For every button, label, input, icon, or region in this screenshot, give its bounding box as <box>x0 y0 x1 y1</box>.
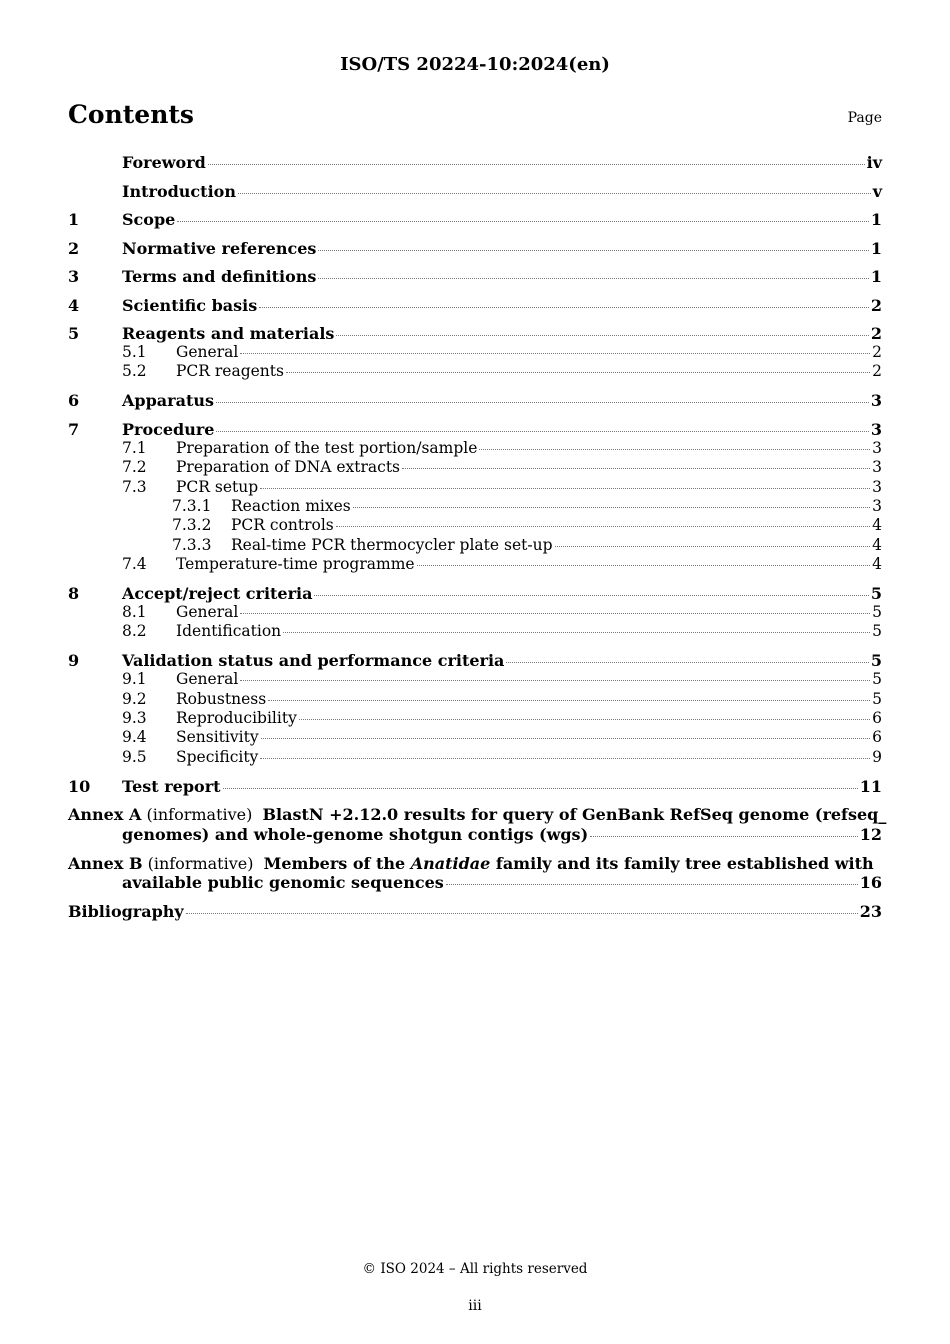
toc-entry-number: 7.4 <box>122 555 147 574</box>
toc-entry-page: v <box>872 181 882 201</box>
annex-b-title-pre: Members of the <box>263 853 411 873</box>
toc-entry-number: 8.1 <box>122 603 147 622</box>
toc-entry-page: 6 <box>872 728 882 747</box>
bibliography-page: 23 <box>859 902 882 922</box>
toc-entry-page: 1 <box>870 267 882 286</box>
toc-annex-b[interactable] <box>68 854 882 893</box>
annex-b-label: Annex B <box>68 853 143 873</box>
leader-dots <box>286 372 870 373</box>
toc-entry[interactable] <box>68 497 882 516</box>
page-number: iii <box>468 1298 482 1314</box>
leader-dots <box>283 632 870 633</box>
toc-annex-a[interactable] <box>68 805 887 844</box>
toc-entry-title: Accept/reject criteria <box>122 584 313 604</box>
toc-entry-title: Test report <box>122 776 221 796</box>
toc-entry-number: 2 <box>68 238 80 258</box>
toc-entry[interactable] <box>68 239 882 258</box>
annex-a-label: Annex A <box>68 805 142 825</box>
leader-dots <box>260 488 870 489</box>
toc-entry[interactable] <box>68 584 882 603</box>
leader-dots <box>240 353 870 354</box>
toc-entry-number: 8 <box>68 584 80 604</box>
annex-b-title-post: family and its family tree established with <box>490 853 874 873</box>
leader-dots <box>336 526 870 527</box>
toc-entry-page: 3 <box>870 391 882 411</box>
leader-dots <box>260 758 870 759</box>
toc-entries <box>68 153 882 796</box>
toc-entry[interactable] <box>68 478 882 497</box>
leader-dots <box>299 719 870 720</box>
toc-entry-page: 3 <box>872 477 882 496</box>
toc-entry-page: 5 <box>872 689 882 708</box>
toc-entry-number: 6 <box>68 391 80 411</box>
toc-entry-page: 6 <box>872 709 882 728</box>
toc-entry[interactable] <box>68 391 882 410</box>
toc-entry-title: Preparation of the test portion/sample <box>176 438 478 457</box>
toc-entry-number: 9.2 <box>122 689 147 708</box>
toc-entry-page: iv <box>866 153 882 172</box>
toc-entry-number: 4 <box>68 295 80 315</box>
toc-entry[interactable] <box>68 324 882 343</box>
toc-entry-title: Specificity <box>176 747 259 766</box>
leader-dots <box>240 613 870 614</box>
annex-b-title-italic: Anatidae <box>410 853 491 873</box>
annex-b-type: (informative) <box>147 853 254 873</box>
toc-entry-title: General <box>176 343 239 361</box>
toc-entry-title: Temperature-time programme <box>176 555 415 574</box>
toc-entry-title: Normative references <box>122 238 317 258</box>
toc-entry-number: 7.3 <box>122 477 147 496</box>
toc-entry-title: Validation status and performance criteria <box>122 651 505 671</box>
toc-entry[interactable] <box>68 439 882 458</box>
toc-entry-title: Reagents and materials <box>122 324 335 343</box>
toc-entry-page: 3 <box>872 458 882 477</box>
toc-entry-number: 7.3.2 <box>172 516 212 535</box>
annex-b-page: 16 <box>859 873 882 893</box>
leader-dots <box>417 565 871 566</box>
toc-entry[interactable] <box>68 153 882 172</box>
leader-dots <box>590 836 858 837</box>
toc-entry-number: 9 <box>68 651 80 671</box>
toc-entry-title: PCR controls <box>231 516 334 535</box>
leader-dots <box>555 546 871 547</box>
leader-dots <box>186 913 858 914</box>
toc-entry-page: 4 <box>872 516 882 535</box>
annex-a-type: (informative) <box>146 805 253 825</box>
leader-dots <box>318 278 868 279</box>
toc-entry-title: Procedure <box>122 419 215 439</box>
toc-entry-bibliography[interactable] <box>68 902 882 921</box>
toc-entry-title: Foreword <box>122 153 206 172</box>
toc-entry-title: Identification <box>176 622 282 641</box>
toc-entry-title: Reproducibility <box>176 709 297 728</box>
toc-entry-number: 3 <box>68 267 80 286</box>
toc-entry-page: 9 <box>872 747 882 766</box>
toc-entry-title: Real-time PCR thermocycler plate set-up <box>231 535 553 554</box>
leader-dots <box>259 307 869 308</box>
toc-entry-number: 1 <box>68 210 80 229</box>
toc-entry-page: 5 <box>872 622 882 641</box>
leader-dots <box>479 449 870 450</box>
toc-entry-page: 5 <box>870 651 882 671</box>
toc-entry-number: 7 <box>68 419 80 439</box>
leader-dots <box>216 431 868 432</box>
toc-entry[interactable] <box>68 210 882 229</box>
toc-entry-number: 5.1 <box>122 343 147 361</box>
toc-entry[interactable] <box>68 536 882 555</box>
leader-dots <box>506 662 868 663</box>
toc-entry[interactable] <box>68 651 882 670</box>
leader-dots <box>223 788 858 789</box>
toc-entry-title: General <box>176 603 239 622</box>
toc-entry-title: Introduction <box>122 181 236 201</box>
toc-entry[interactable] <box>68 182 882 201</box>
leader-dots <box>240 680 870 681</box>
toc-entry-title: General <box>176 670 239 689</box>
leader-dots <box>336 335 868 336</box>
toc-entry-title: Preparation of DNA extracts <box>176 458 401 477</box>
annex-a-title-line1: BlastN +2.12.0 results for query of GenBank RefSeq genome (refseq_ <box>262 805 887 825</box>
leader-dots <box>268 700 870 701</box>
toc-entry-number: 7.3.1 <box>172 496 212 515</box>
toc-entry[interactable] <box>68 458 882 477</box>
leader-dots <box>216 402 869 403</box>
toc-entry-number: 9.5 <box>122 747 147 766</box>
toc-entry[interactable] <box>68 420 882 439</box>
toc-entry-number: 10 <box>68 776 91 796</box>
toc-entry-page: 2 <box>872 362 882 381</box>
toc-entry-page: 3 <box>870 419 882 439</box>
toc-entry-page: 3 <box>872 496 882 515</box>
annex-b-title-line2: available public genomic sequences <box>122 873 444 893</box>
annex-a-page: 12 <box>859 824 882 844</box>
toc-entry-page: 4 <box>872 535 882 554</box>
toc-entry-page: 2 <box>870 324 882 343</box>
leader-dots <box>402 468 870 469</box>
toc-entry-number: 9.4 <box>122 728 147 747</box>
toc-entry-number: 7.1 <box>122 438 147 457</box>
toc-entry-page: 5 <box>872 603 882 622</box>
leader-dots <box>314 595 868 596</box>
toc-entry[interactable] <box>68 267 882 286</box>
copyright-footer: © ISO 2024 – All rights reserved <box>362 1261 588 1277</box>
document-header: ISO/TS 20224-10:2024(en) <box>340 54 610 75</box>
toc-entry-page: 2 <box>872 343 882 361</box>
leader-dots <box>446 884 858 885</box>
toc-entry-title: Apparatus <box>122 391 214 411</box>
toc-entry-title: Scientific basis <box>122 295 258 315</box>
toc-entry-title: Scope <box>122 210 176 229</box>
toc-entry-title: PCR setup <box>176 477 259 496</box>
toc-entry[interactable] <box>68 555 882 574</box>
toc-entry-page: 1 <box>870 238 882 258</box>
annex-a-title-line2: genomes) and whole-genome shotgun contigs (wgs) <box>122 824 589 844</box>
toc-entry-number: 5.2 <box>122 362 147 381</box>
toc-entry-title: Sensitivity <box>176 728 259 747</box>
toc-entry-page: 4 <box>872 555 882 574</box>
toc-entry[interactable] <box>68 777 882 796</box>
toc-entry-number: 8.2 <box>122 622 147 641</box>
toc-entry-page: 1 <box>870 210 882 229</box>
toc-entry[interactable] <box>68 690 882 709</box>
leader-dots <box>353 507 870 508</box>
toc-entry-number: 7.2 <box>122 458 147 477</box>
toc-entry-page: 2 <box>870 295 882 315</box>
toc-entry[interactable] <box>68 296 882 315</box>
toc-entry[interactable] <box>68 343 882 362</box>
toc-entry-title: Terms and definitions <box>122 267 317 286</box>
table-of-contents <box>68 153 887 922</box>
toc-entry[interactable] <box>68 670 882 689</box>
contents-title: Contents <box>68 100 195 129</box>
toc-entry-page: 5 <box>870 584 882 604</box>
toc-entry-title: Robustness <box>176 689 267 708</box>
toc-entry-number: 5 <box>68 324 80 343</box>
leader-dots <box>177 221 869 222</box>
bibliography-title: Bibliography <box>68 902 184 922</box>
toc-entry[interactable] <box>68 728 882 747</box>
leader-dots <box>261 738 871 739</box>
leader-dots <box>318 250 868 251</box>
toc-entry[interactable] <box>68 709 882 728</box>
toc-entry-page: 3 <box>872 438 882 457</box>
leader-dots <box>238 193 871 194</box>
toc-entry[interactable] <box>68 748 882 767</box>
toc-entry-page: 5 <box>872 670 882 689</box>
toc-entry-title: PCR reagents <box>176 362 284 381</box>
page-column-label: Page <box>847 110 882 126</box>
toc-entry[interactable] <box>68 603 882 622</box>
leader-dots <box>208 164 865 165</box>
toc-entry-title: Reaction mixes <box>231 496 351 515</box>
toc-entry-page: 11 <box>859 776 882 796</box>
toc-entry[interactable] <box>68 516 882 535</box>
toc-entry-number: 7.3.3 <box>172 535 212 554</box>
toc-entry-number: 9.3 <box>122 709 147 728</box>
toc-entry[interactable] <box>68 362 882 381</box>
toc-entry-number: 9.1 <box>122 670 147 689</box>
toc-entry[interactable] <box>68 622 882 641</box>
